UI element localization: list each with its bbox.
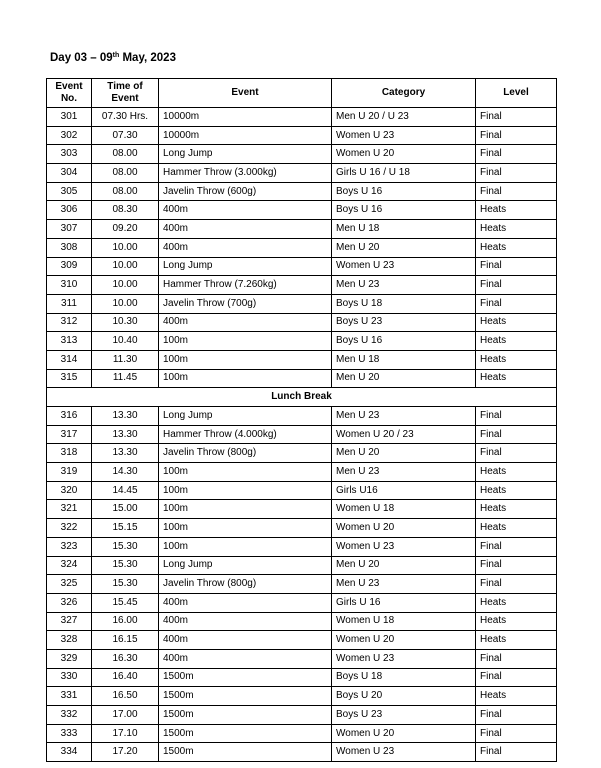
cell-event: 400m	[159, 313, 332, 332]
cell-category: Women U 20 / 23	[332, 425, 476, 444]
table-row	[47, 444, 557, 463]
cell-level: Heats	[476, 220, 557, 239]
cell-event: 1500m	[159, 668, 332, 687]
cell-category: Girls U 16 / U 18	[332, 164, 476, 183]
cell-event: Hammer Throw (7.260kg)	[159, 276, 332, 295]
cell-event-no: 322	[47, 519, 92, 538]
table-row	[47, 369, 557, 388]
cell-time: 08.30	[92, 201, 159, 220]
cell-time: 09.20	[92, 220, 159, 239]
cell-category: Men U 20	[332, 556, 476, 575]
cell-level: Heats	[476, 500, 557, 519]
cell-time: 15.00	[92, 500, 159, 519]
cell-time: 13.30	[92, 425, 159, 444]
cell-event: 100m	[159, 350, 332, 369]
table-row	[47, 500, 557, 519]
cell-event-no: 314	[47, 350, 92, 369]
table-row	[47, 575, 557, 594]
cell-event-no: 308	[47, 238, 92, 257]
cell-level: Final	[476, 668, 557, 687]
cell-event: 100m	[159, 537, 332, 556]
cell-level: Heats	[476, 313, 557, 332]
cell-event: 400m	[159, 593, 332, 612]
cell-event-no: 305	[47, 182, 92, 201]
cell-event: 100m	[159, 332, 332, 351]
cell-category: Boys U 16	[332, 332, 476, 351]
table-row	[47, 350, 557, 369]
table-row	[47, 743, 557, 762]
cell-level: Final	[476, 556, 557, 575]
cell-event-no: 334	[47, 743, 92, 762]
cell-event-no: 319	[47, 463, 92, 482]
cell-category: Women U 23	[332, 649, 476, 668]
table-row	[47, 276, 557, 295]
cell-category: Men U 23	[332, 463, 476, 482]
cell-category: Women U 18	[332, 500, 476, 519]
cell-category: Boys U 23	[332, 313, 476, 332]
table-row	[47, 201, 557, 220]
cell-event-no: 307	[47, 220, 92, 239]
cell-level: Heats	[476, 631, 557, 650]
cell-event: 400m	[159, 220, 332, 239]
cell-event-no: 310	[47, 276, 92, 295]
cell-category: Men U 20	[332, 444, 476, 463]
cell-event: 400m	[159, 612, 332, 631]
cell-event: 100m	[159, 481, 332, 500]
cell-level: Heats	[476, 369, 557, 388]
schedule-table	[46, 78, 557, 762]
cell-event-no: 302	[47, 126, 92, 145]
cell-category: Women U 18	[332, 612, 476, 631]
page-title	[50, 50, 176, 66]
cell-level: Heats	[476, 593, 557, 612]
table-row	[47, 631, 557, 650]
table-row	[47, 537, 557, 556]
table-row	[47, 481, 557, 500]
cell-event: 100m	[159, 463, 332, 482]
cell-event: 10000m	[159, 126, 332, 145]
cell-category: Boys U 23	[332, 706, 476, 725]
cell-time: 10.40	[92, 332, 159, 351]
cell-time: 10.30	[92, 313, 159, 332]
lunch-break-label: Lunch Break	[47, 388, 557, 407]
table-row	[47, 687, 557, 706]
cell-time: 10.00	[92, 294, 159, 313]
cell-event: 400m	[159, 238, 332, 257]
cell-level: Heats	[476, 201, 557, 220]
cell-time: 11.30	[92, 350, 159, 369]
cell-event: 400m	[159, 649, 332, 668]
cell-time: 08.00	[92, 145, 159, 164]
cell-event-no: 325	[47, 575, 92, 594]
cell-time: 15.15	[92, 519, 159, 538]
cell-category: Women U 20	[332, 724, 476, 743]
cell-level: Heats	[476, 481, 557, 500]
cell-event-no: 318	[47, 444, 92, 463]
cell-level: Final	[476, 743, 557, 762]
cell-category: Women U 20	[332, 631, 476, 650]
cell-event-no: 324	[47, 556, 92, 575]
cell-time: 17.20	[92, 743, 159, 762]
cell-category: Boys U 20	[332, 687, 476, 706]
cell-event: Javelin Throw (700g)	[159, 294, 332, 313]
cell-time: 17.00	[92, 706, 159, 725]
cell-event-no: 304	[47, 164, 92, 183]
cell-event: Hammer Throw (3.000kg)	[159, 164, 332, 183]
cell-category: Women U 23	[332, 257, 476, 276]
cell-category: Women U 20	[332, 519, 476, 538]
table-row	[47, 257, 557, 276]
cell-category: Girls U 16	[332, 593, 476, 612]
cell-level: Heats	[476, 612, 557, 631]
cell-category: Men U 23	[332, 407, 476, 426]
cell-category: Women U 23	[332, 743, 476, 762]
title-suffix: May, 2023	[119, 52, 176, 64]
cell-event: 100m	[159, 369, 332, 388]
cell-level: Final	[476, 145, 557, 164]
title-prefix: Day 03 – 09	[50, 52, 113, 64]
cell-level: Heats	[476, 687, 557, 706]
cell-time: 16.15	[92, 631, 159, 650]
table-row	[47, 463, 557, 482]
cell-level: Final	[476, 649, 557, 668]
cell-category: Women U 20	[332, 145, 476, 164]
table-row	[47, 649, 557, 668]
cell-event-no: 332	[47, 706, 92, 725]
cell-time: 08.00	[92, 164, 159, 183]
table-row	[47, 164, 557, 183]
cell-time: 16.00	[92, 612, 159, 631]
cell-event-no: 315	[47, 369, 92, 388]
cell-category: Boys U 16	[332, 201, 476, 220]
cell-time: 07.30 Hrs.	[92, 108, 159, 127]
table-header	[47, 79, 557, 108]
cell-time: 10.00	[92, 276, 159, 295]
cell-level: Heats	[476, 332, 557, 351]
header-time-of-event: Time of Event	[92, 79, 159, 108]
cell-event: Hammer Throw (4.000kg)	[159, 425, 332, 444]
cell-time: 10.00	[92, 257, 159, 276]
cell-time: 16.40	[92, 668, 159, 687]
cell-level: Final	[476, 276, 557, 295]
cell-level: Final	[476, 575, 557, 594]
cell-category: Men U 20 / U 23	[332, 108, 476, 127]
table-row	[47, 593, 557, 612]
cell-time: 14.30	[92, 463, 159, 482]
cell-level: Heats	[476, 350, 557, 369]
cell-category: Women U 23	[332, 537, 476, 556]
table-row	[47, 612, 557, 631]
cell-time: 13.30	[92, 407, 159, 426]
cell-category: Men U 20	[332, 238, 476, 257]
cell-level: Final	[476, 706, 557, 725]
cell-category: Boys U 18	[332, 668, 476, 687]
header-category: Category	[332, 79, 476, 108]
table-row	[47, 706, 557, 725]
cell-event: 1500m	[159, 743, 332, 762]
cell-category: Women U 23	[332, 126, 476, 145]
cell-event-no: 326	[47, 593, 92, 612]
cell-event-no: 331	[47, 687, 92, 706]
cell-level: Final	[476, 126, 557, 145]
cell-level: Final	[476, 444, 557, 463]
cell-event: 400m	[159, 201, 332, 220]
cell-time: 07.30	[92, 126, 159, 145]
cell-event-no: 327	[47, 612, 92, 631]
table-body	[47, 108, 557, 762]
cell-time: 13.30	[92, 444, 159, 463]
cell-event-no: 313	[47, 332, 92, 351]
table-row	[47, 145, 557, 164]
cell-time: 16.50	[92, 687, 159, 706]
cell-category: Men U 18	[332, 220, 476, 239]
table-row	[47, 668, 557, 687]
cell-time: 17.10	[92, 724, 159, 743]
table-row	[47, 332, 557, 351]
cell-time: 10.00	[92, 238, 159, 257]
title-superscript: th	[112, 52, 120, 59]
cell-level: Heats	[476, 519, 557, 538]
header-event-no: Event No.	[47, 79, 92, 108]
cell-category: Boys U 16	[332, 182, 476, 201]
lunch-break-row	[47, 388, 557, 407]
cell-event: Javelin Throw (600g)	[159, 182, 332, 201]
cell-time: 14.45	[92, 481, 159, 500]
table-row	[47, 407, 557, 426]
cell-level: Final	[476, 407, 557, 426]
cell-event-no: 330	[47, 668, 92, 687]
cell-level: Heats	[476, 238, 557, 257]
cell-level: Heats	[476, 463, 557, 482]
table-row	[47, 182, 557, 201]
cell-event: 10000m	[159, 108, 332, 127]
cell-event-no: 311	[47, 294, 92, 313]
cell-time: 16.30	[92, 649, 159, 668]
cell-category: Men U 18	[332, 350, 476, 369]
cell-time: 15.30	[92, 575, 159, 594]
cell-level: Final	[476, 537, 557, 556]
cell-event: 400m	[159, 631, 332, 650]
cell-time: 11.45	[92, 369, 159, 388]
cell-event-no: 316	[47, 407, 92, 426]
cell-event-no: 323	[47, 537, 92, 556]
cell-event-no: 333	[47, 724, 92, 743]
cell-time: 08.00	[92, 182, 159, 201]
cell-category: Boys U 18	[332, 294, 476, 313]
cell-event-no: 306	[47, 201, 92, 220]
cell-event: 1500m	[159, 706, 332, 725]
cell-time: 15.30	[92, 556, 159, 575]
table-row	[47, 238, 557, 257]
cell-category: Men U 23	[332, 276, 476, 295]
cell-event-no: 321	[47, 500, 92, 519]
cell-event-no: 329	[47, 649, 92, 668]
cell-level: Final	[476, 164, 557, 183]
cell-event: 100m	[159, 519, 332, 538]
cell-category: Girls U16	[332, 481, 476, 500]
cell-level: Final	[476, 294, 557, 313]
cell-level: Final	[476, 182, 557, 201]
table-row	[47, 126, 557, 145]
cell-event: 1500m	[159, 687, 332, 706]
cell-event-no: 303	[47, 145, 92, 164]
cell-event: Long Jump	[159, 257, 332, 276]
header-level: Level	[476, 79, 557, 108]
cell-category: Men U 23	[332, 575, 476, 594]
cell-level: Final	[476, 257, 557, 276]
cell-time: 15.45	[92, 593, 159, 612]
table-row	[47, 425, 557, 444]
table-row	[47, 313, 557, 332]
cell-event-no: 309	[47, 257, 92, 276]
cell-event: Javelin Throw (800g)	[159, 444, 332, 463]
cell-event: Javelin Throw (800g)	[159, 575, 332, 594]
cell-event-no: 320	[47, 481, 92, 500]
cell-event: 1500m	[159, 724, 332, 743]
header-row	[47, 79, 557, 108]
cell-category: Men U 20	[332, 369, 476, 388]
cell-event: Long Jump	[159, 145, 332, 164]
cell-level: Final	[476, 724, 557, 743]
table-row	[47, 294, 557, 313]
table-row	[47, 220, 557, 239]
table-row	[47, 108, 557, 127]
table-row	[47, 724, 557, 743]
cell-event-no: 301	[47, 108, 92, 127]
cell-time: 15.30	[92, 537, 159, 556]
table-row	[47, 556, 557, 575]
cell-event: 100m	[159, 500, 332, 519]
cell-level: Final	[476, 108, 557, 127]
cell-event-no: 328	[47, 631, 92, 650]
table-row	[47, 519, 557, 538]
cell-event-no: 312	[47, 313, 92, 332]
cell-event: Long Jump	[159, 556, 332, 575]
cell-event: Long Jump	[159, 407, 332, 426]
header-event: Event	[159, 79, 332, 108]
cell-level: Final	[476, 425, 557, 444]
cell-event-no: 317	[47, 425, 92, 444]
